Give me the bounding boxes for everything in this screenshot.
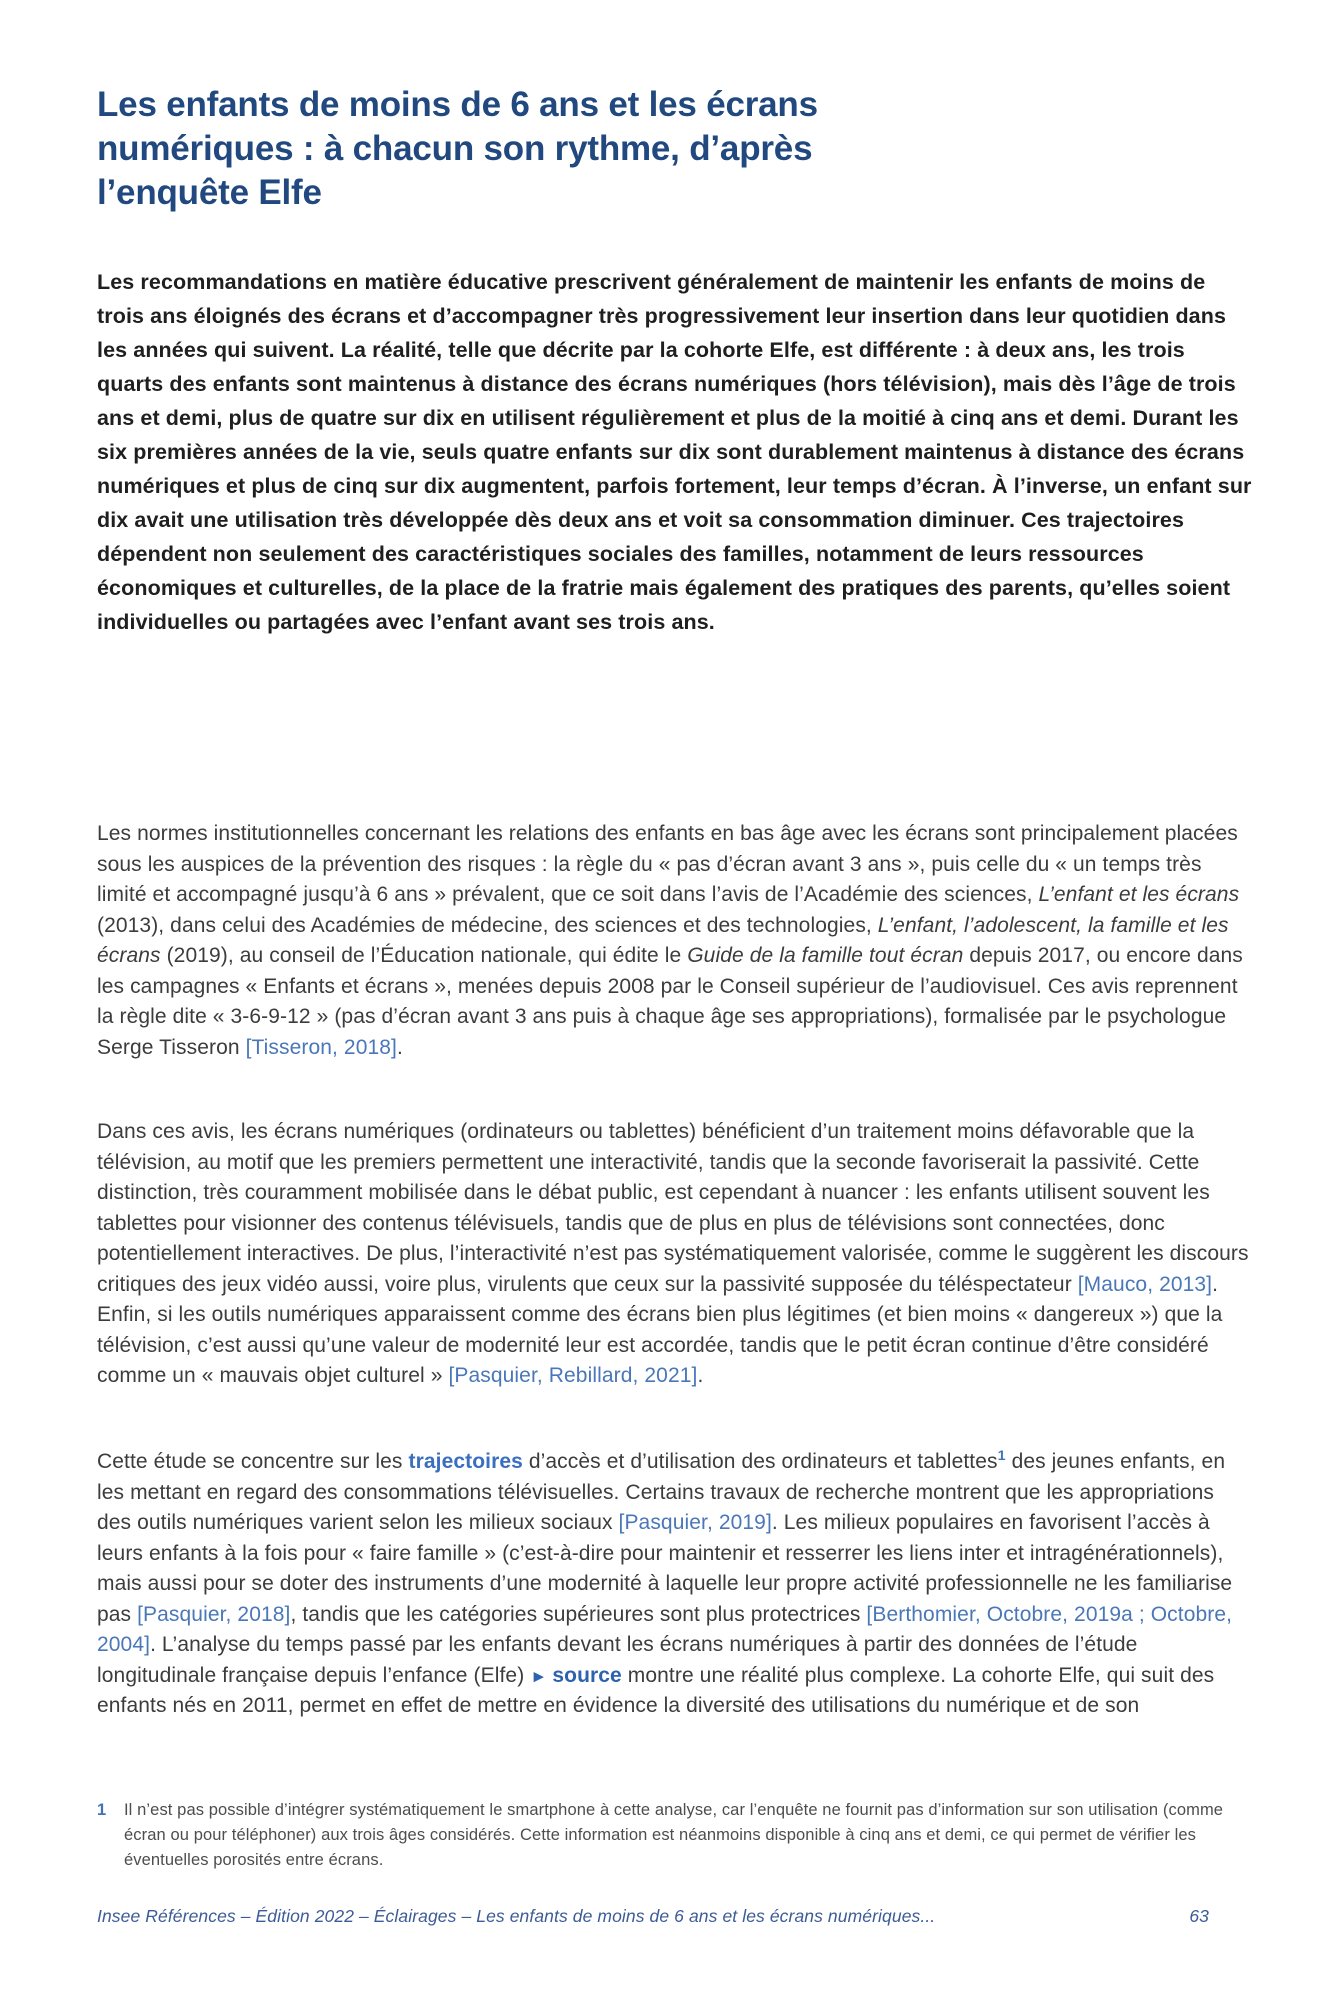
body-paragraph-3: [97, 1447, 1249, 1722]
body-paragraph-1: [97, 819, 1249, 1063]
text-run: , tandis que les catégories supérieures sont plus protectrices: [290, 1602, 867, 1626]
work-title-italic: Guide de la famille tout écran: [687, 944, 964, 967]
footnote-ref[interactable]: 1: [997, 1448, 1006, 1464]
page-number: 63: [1189, 1906, 1209, 1926]
citation-link[interactable]: [Tisseron, 2018]: [245, 1035, 397, 1059]
text-run: (2013), dans celui des Académies de médecine, des sciences et des technologies,: [97, 913, 878, 937]
text-run: Cette étude se concentre sur les: [97, 1450, 409, 1473]
page-footer: [97, 1906, 1245, 1927]
citation-link[interactable]: [Berthomier, Octobre, 2019a ; Octobre, 2004]: [97, 1602, 1233, 1656]
footnote-number: 1: [97, 1801, 107, 1819]
text-run: Les normes institutionnelles concernant les relations des enfants en bas âge avec les écrans sont principalement placées sous les auspices de la prévention des risques : la règle du « pas d’écran avant 3 ans », puis celle du « un temps très limité et accompagné jusqu’à 6 ans » prévalent, que ce soit dans l’avis de l’Académie des sciences,: [97, 822, 1238, 906]
text-run: Dans ces avis, les écrans numériques (ordinateurs ou tablettes) bénéficient d’un traitement moins défavorable que la télévision, au motif que les premiers permettent une interactivité, tandis que la seconde favoriserait la passivité. Cette distinction, très couramment mobilisée dans le débat public, est cependant à nuancer : les enfants utilisent souvent les tablettes pour visionner des contenus télévisuels, tandis que de plus en plus de télévisions sont connectées, donc potentiellement interactives. De plus, l’interactivité n’est pas systématiquement valorisée, comme le suggèrent les discours critiques des jeux vidéo aussi, voire plus, virulents que ceux sur la passivité supposée du téléspectateur: [97, 1120, 1249, 1296]
text-run: .: [396, 1035, 403, 1059]
work-title-italic: L’enfant et les écrans: [1038, 883, 1240, 906]
source-link[interactable]: source: [552, 1663, 622, 1687]
page-title-line-1: Les enfants de moins de 6 ans et les écrans: [97, 85, 818, 125]
citation-link[interactable]: [Mauco, 2013]: [1077, 1272, 1213, 1296]
footnote-text: Il n’est pas possible d’intégrer systématiquement le smartphone à cette analyse, car l’enquête ne fournit pas d’information sur son utilisation (comme écran ou pour téléphoner) aux trois âges considérés. Cette information est néanmoins disponible à cinq ans et demi, ce qui permet de vérifier les éventuelles porosités entre écrans.: [124, 1801, 1224, 1869]
text-run: d’accès et d’utilisation des ordinateurs et tablettes: [522, 1450, 998, 1473]
text-run: . L’analyse du temps passé par les enfants devant les écrans numériques à partir des données de l’étude longitudinale française depuis l’enfance (Elfe): [97, 1633, 1138, 1687]
source-arrow-icon: ►: [530, 1665, 548, 1686]
citation-link[interactable]: [Pasquier, 2018]: [137, 1602, 291, 1626]
text-run: . Les milieux populaires en favorisent l’accès à leurs enfants à la fois pour « faire famille » (c’est-à-dire pour maintenir et resserrer les liens inter et intragénérationnels), mais aussi pour se doter des instruments d’une modernité à laquelle leur propre activité professionnelle ne les familiarise pas: [97, 1511, 1233, 1626]
page-title-line-2: numériques : à chacun son rythme, d’après: [97, 129, 813, 169]
text-run: . Enfin, si les outils numériques apparaissent comme des écrans bien plus légitimes (et bien moins « dangereux ») que la télévision, c’est aussi qu’une valeur de modernité leur est accordée, tandis que le petit écran continue d’être considéré comme un « mauvais objet culturel »: [97, 1272, 1223, 1387]
footnote: [97, 1798, 1227, 1873]
text-run: (2019), au conseil de l’Éducation nationale, qui édite le: [160, 944, 688, 967]
footer-running-title: Insee Références – Édition 2022 – Éclairages – Les enfants de moins de 6 ans et les écrans numériques...: [97, 1906, 936, 1926]
citation-link[interactable]: [Pasquier, 2019]: [618, 1511, 772, 1534]
citation-link[interactable]: [Pasquier, Rebillard, 2021]: [448, 1364, 698, 1387]
text-run: .: [697, 1364, 704, 1387]
page-title: [97, 83, 1157, 215]
keyword-link[interactable]: trajectoires: [408, 1450, 523, 1473]
text-run: des jeunes enfants, en les mettant en regard des consommations télévisuelles. Certains travaux de recherche montrent que les appropriations des outils numériques varient selon les milieux sociaux: [97, 1450, 1226, 1534]
work-title-italic: L’enfant, l’adolescent, la famille et les écrans: [97, 913, 1229, 967]
body-paragraph-2: [97, 1117, 1249, 1392]
text-run: montre une réalité plus complexe. La cohorte Elfe, qui suit des enfants nés en 2011, permet en effet de mettre en évidence la diversité des utilisations du numérique et de son: [97, 1663, 1215, 1717]
abstract-paragraph: Les recommandations en matière éducative prescrivent généralement de maintenir les enfants de moins de trois ans éloignés des écrans et d’accompagner très progressivement leur insertion dans leur quotidien dans les années qui suivent. La réalité, telle que décrite par la cohorte Elfe, est différente : à deux ans, les trois quarts des enfants sont maintenus à distance des écrans numériques (hors télévision), mais dès l’âge de trois ans et demi, plus de quatre sur dix en utilisent régulièrement et plus de la moitié à cinq ans et demi. Durant les six premières années de la vie, seuls quatre enfants sur dix sont durablement maintenus à distance des écrans numériques et plus de cinq sur dix augmentent, parfois fortement, leur temps d’écran. À l’inverse, un enfant sur dix avait une utilisation très développée dès deux ans et voit sa consommation diminuer. Ces trajectoires dépendent non seulement des caractéristiques sociales des familles, notamment de leurs ressources économiques et culturelles, de la place de la fratrie mais également des pratiques des parents, qu’elles soient individuelles ou partagées avec l’enfant avant ses trois ans.: [97, 269, 1252, 634]
text-run: depuis 2017, ou encore dans les campagnes « Enfants et écrans », menées depuis 2008 par le Conseil supérieur de l’audiovisuel. Ces avis reprennent la règle dite « 3-6-9-12 » (pas d’écran avant 3 ans puis à chaque âge ses appropriations), formalisée par le psychologue Serge Tisseron: [97, 944, 1243, 1059]
page-title-line-3: l’enquête Elfe: [97, 173, 322, 213]
